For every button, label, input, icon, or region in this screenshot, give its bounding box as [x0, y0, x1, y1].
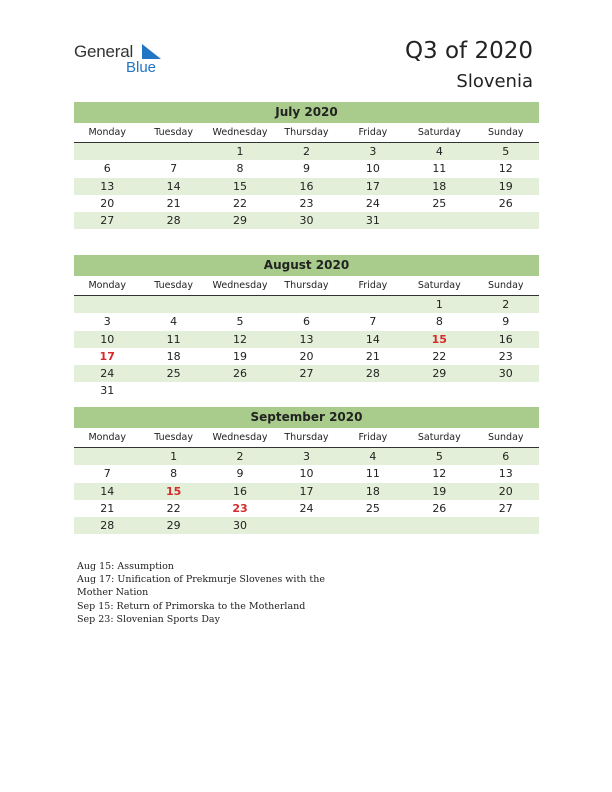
day-cell: 2	[236, 450, 244, 463]
day-cell: 21	[100, 501, 115, 515]
day-cell: 18	[432, 179, 447, 193]
day-cell: 5	[435, 450, 443, 463]
week-row	[74, 160, 539, 177]
day-cell: 20	[299, 349, 314, 363]
weekday-label: Wednesday	[212, 280, 268, 291]
week-row	[74, 195, 539, 212]
weekday-label: Tuesday	[154, 127, 193, 138]
day-cell: 13	[299, 332, 314, 346]
week-row	[74, 517, 539, 534]
day-cell: 6	[502, 450, 510, 463]
day-cell: 4	[369, 450, 377, 463]
day-cell: 10	[299, 467, 314, 481]
weekday-label: Wednesday	[212, 127, 268, 138]
day-cell	[74, 143, 140, 160]
day-cell: 16	[299, 179, 314, 193]
day-cell	[340, 382, 406, 399]
holiday-day-cell: 23	[232, 501, 248, 515]
weekday-label: Monday	[88, 127, 126, 138]
day-cell: 21	[365, 349, 380, 363]
day-cell: 12	[233, 332, 248, 346]
day-cell	[406, 517, 472, 534]
month-header: September 2020	[74, 407, 539, 428]
day-cell: 30	[498, 367, 513, 381]
day-cell	[140, 382, 206, 399]
week-row	[74, 483, 539, 500]
day-cell: 13	[498, 467, 513, 481]
day-cell: 19	[233, 349, 248, 363]
day-cell: 5	[236, 315, 244, 329]
day-cell: 22	[233, 196, 248, 210]
day-cell: 9	[236, 467, 244, 481]
month-block	[74, 255, 539, 400]
day-cell	[207, 296, 273, 313]
weekday-label: Tuesday	[154, 280, 193, 291]
day-cell: 25	[432, 196, 447, 210]
day-cell: 1	[170, 450, 178, 463]
day-cell	[473, 382, 539, 399]
holiday-day-cell: 17	[99, 349, 115, 363]
holiday-note: Aug 17: Unification of Prekmurje Slovenes with the Mother Nation	[77, 574, 325, 599]
day-cell: 23	[498, 349, 513, 363]
day-cell: 26	[432, 501, 447, 515]
day-cell: 24	[100, 367, 115, 381]
weekday-label: Friday	[358, 280, 388, 291]
day-cell: 8	[236, 162, 244, 176]
day-cell: 7	[103, 467, 111, 481]
day-cell: 20	[498, 484, 513, 498]
logo-text-blue: Blue	[126, 59, 157, 76]
week-row	[74, 331, 539, 348]
weekday-label: Sunday	[487, 280, 524, 291]
day-cell: 29	[432, 367, 447, 381]
day-cell	[406, 382, 472, 399]
week-row	[74, 365, 539, 382]
day-cell: 4	[170, 315, 178, 329]
day-cell: 5	[502, 145, 510, 158]
day-cell: 2	[502, 298, 510, 311]
day-cell: 14	[100, 484, 115, 498]
day-cell: 15	[233, 179, 248, 193]
day-cell: 3	[302, 450, 310, 463]
day-cell: 26	[498, 196, 513, 210]
day-cell	[74, 296, 140, 313]
day-cell: 16	[498, 332, 513, 346]
weekday-label: Friday	[358, 432, 388, 443]
day-cell: 23	[299, 196, 314, 210]
day-cell: 20	[100, 196, 115, 210]
day-cell: 22	[432, 349, 447, 363]
day-cell: 24	[299, 501, 314, 515]
day-cell	[273, 382, 339, 399]
day-cell	[473, 212, 539, 229]
weekday-label: Sunday	[487, 127, 524, 138]
week-row	[74, 500, 539, 517]
day-cell: 16	[233, 484, 248, 498]
day-cell: 25	[365, 501, 380, 515]
day-cell	[273, 296, 339, 313]
day-cell: 24	[365, 196, 380, 210]
day-cell: 22	[166, 501, 181, 515]
day-cell	[207, 382, 273, 399]
weekday-label: Friday	[358, 127, 388, 138]
day-cell: 3	[369, 145, 377, 158]
week-row	[74, 313, 539, 330]
day-cell: 28	[166, 214, 181, 228]
month-header: July 2020	[74, 102, 539, 123]
weekday-label: Saturday	[417, 280, 461, 291]
day-cell: 26	[233, 367, 248, 381]
day-cell: 18	[365, 484, 380, 498]
day-cell: 28	[365, 367, 380, 381]
holiday-notes	[77, 560, 337, 626]
day-cell: 12	[432, 467, 447, 481]
weekday-label: Tuesday	[154, 432, 193, 443]
weekday-label: Sunday	[487, 432, 524, 443]
day-cell: 17	[299, 484, 314, 498]
day-cell: 25	[166, 367, 181, 381]
day-cell	[406, 212, 472, 229]
day-cell: 3	[103, 315, 111, 329]
day-cell: 27	[498, 501, 513, 515]
day-cell: 6	[103, 162, 111, 176]
day-cell	[340, 517, 406, 534]
day-cell: 19	[498, 179, 513, 193]
day-cell: 30	[299, 214, 314, 228]
day-cell: 9	[502, 315, 510, 329]
week-row	[74, 212, 539, 229]
week-row	[74, 143, 539, 160]
day-cell: 28	[100, 519, 115, 533]
day-cell: 11	[166, 332, 181, 346]
weekday-header-row	[74, 431, 539, 448]
day-cell: 6	[302, 315, 310, 329]
week-row	[74, 178, 539, 195]
day-cell: 29	[166, 519, 181, 533]
month-block	[74, 102, 539, 229]
month-block	[74, 407, 539, 534]
day-cell: 17	[365, 179, 380, 193]
day-cell	[74, 448, 140, 465]
day-cell: 19	[432, 484, 447, 498]
day-cell: 11	[365, 467, 380, 481]
day-cell: 27	[299, 367, 314, 381]
day-cell: 10	[100, 332, 115, 346]
day-cell: 31	[365, 214, 380, 228]
week-row	[74, 382, 539, 399]
day-cell: 7	[369, 315, 377, 329]
day-cell: 14	[166, 179, 181, 193]
day-cell: 1	[236, 145, 244, 158]
month-header: August 2020	[74, 255, 539, 276]
week-row	[74, 465, 539, 482]
day-cell: 7	[170, 162, 178, 176]
holiday-day-cell: 15	[165, 484, 182, 498]
weekday-header-row	[74, 279, 539, 296]
day-cell	[340, 296, 406, 313]
country-name: Slovenia	[456, 71, 533, 92]
week-row	[74, 348, 539, 365]
triangle-flag-icon	[142, 44, 162, 60]
day-cell: 2	[302, 145, 310, 158]
day-cell: 29	[233, 214, 248, 228]
holiday-note: Sep 15: Return of Primorska to the Motherland	[77, 600, 306, 612]
day-cell: 1	[435, 298, 443, 311]
day-cell: 14	[365, 332, 380, 346]
holiday-note: Aug 15: Assumption	[77, 561, 174, 572]
logo-text-general: General	[74, 42, 134, 61]
day-cell: 31	[100, 384, 115, 398]
day-cell	[140, 143, 206, 160]
day-cell	[273, 517, 339, 534]
day-cell: 13	[100, 179, 115, 193]
day-cell: 4	[435, 145, 443, 158]
holiday-day-cell: 15	[431, 332, 447, 346]
weekday-label: Thursday	[284, 127, 329, 138]
week-row	[74, 296, 539, 313]
weekday-label: Monday	[88, 280, 126, 291]
day-cell: 27	[100, 214, 115, 228]
day-cell: 30	[233, 519, 248, 533]
week-row	[74, 448, 539, 465]
weekday-label: Thursday	[284, 432, 329, 443]
day-cell: 21	[166, 196, 181, 210]
day-cell: 9	[302, 162, 310, 176]
weekday-label: Saturday	[417, 127, 461, 138]
weekday-label: Saturday	[417, 432, 461, 443]
day-cell: 11	[432, 162, 447, 176]
day-cell	[140, 296, 206, 313]
day-cell: 18	[166, 349, 181, 363]
weekday-label: Wednesday	[212, 432, 268, 443]
day-cell: 8	[170, 467, 178, 481]
day-cell: 10	[365, 162, 380, 176]
day-cell: 8	[435, 315, 443, 329]
weekday-label: Monday	[88, 432, 126, 443]
day-cell: 12	[498, 162, 513, 176]
page-title: Q3 of 2020	[404, 38, 533, 64]
day-cell	[473, 517, 539, 534]
weekday-header-row	[74, 126, 539, 143]
holiday-note: Sep 23: Slovenian Sports Day	[77, 613, 220, 625]
weekday-label: Thursday	[284, 280, 329, 291]
